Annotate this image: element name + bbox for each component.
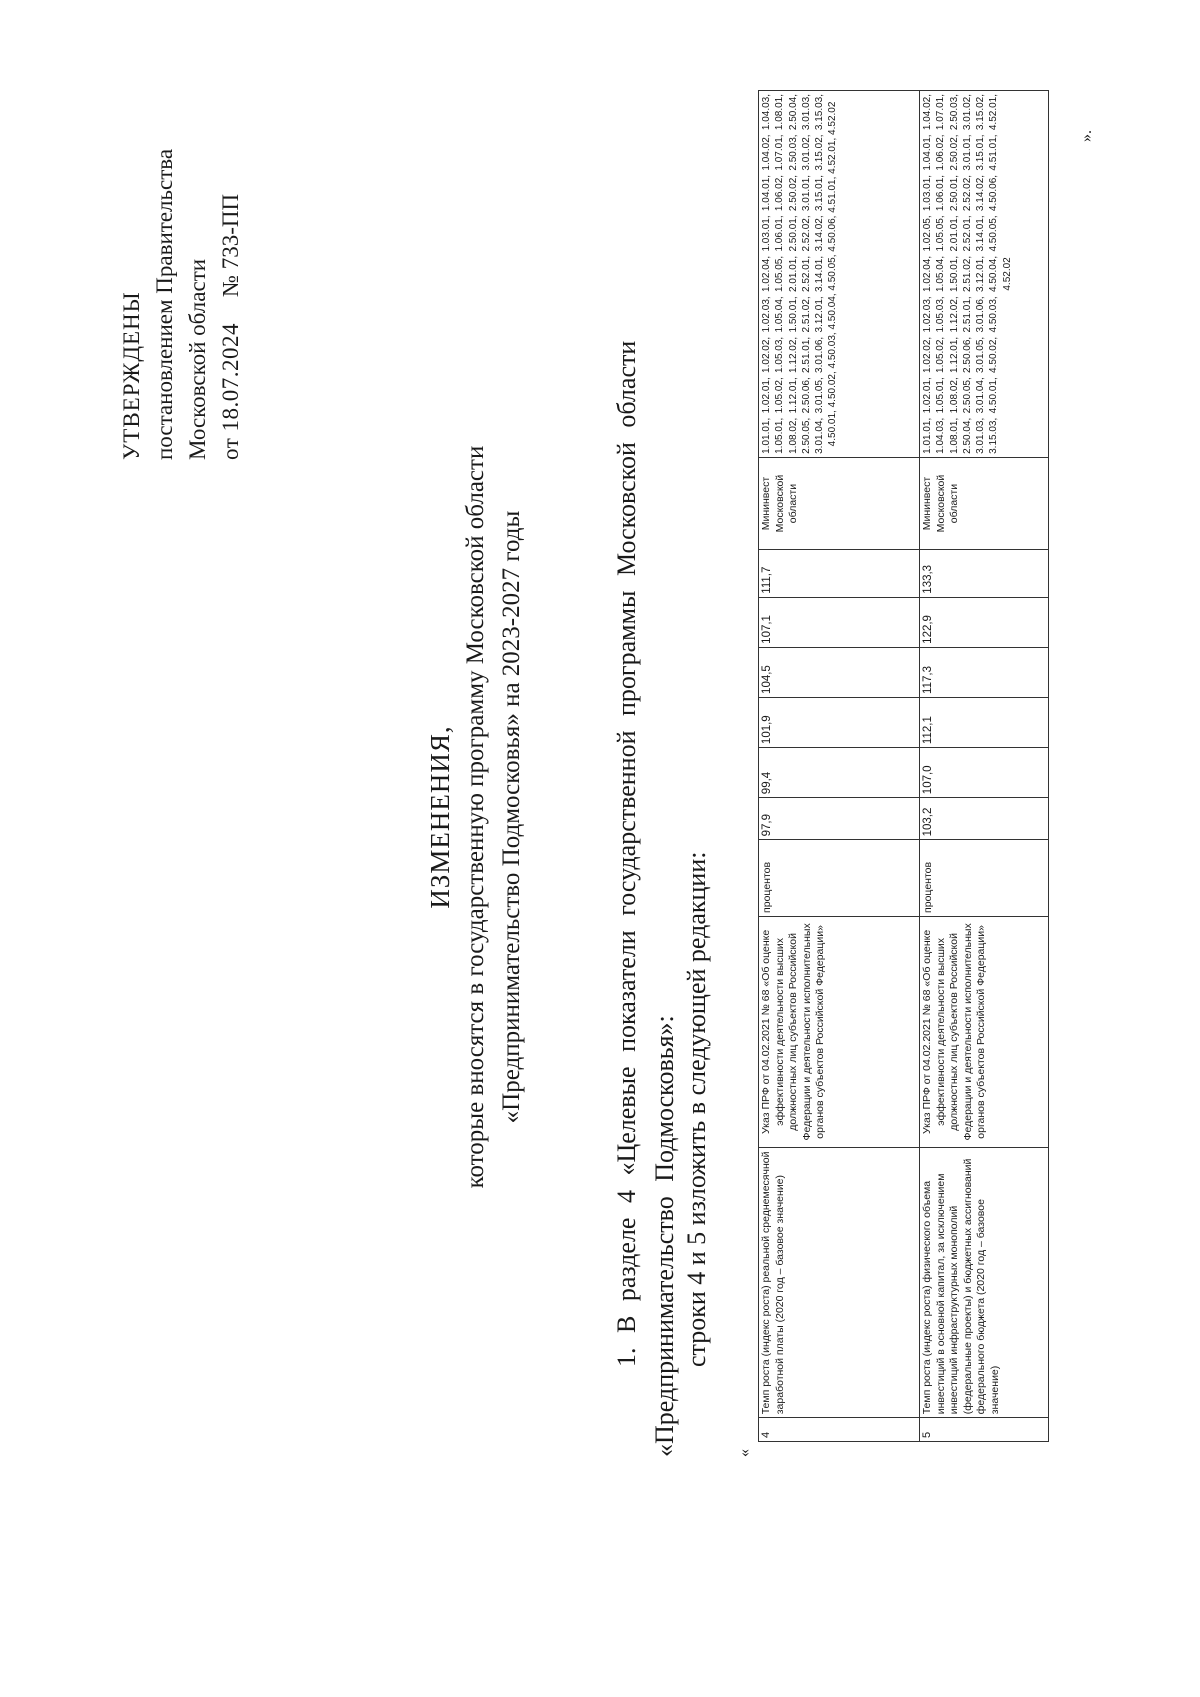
unit-of-measure: процентов	[920, 840, 1049, 917]
amendment-instruction: строки 4 и 5 изложить в следующей редакции:	[682, 851, 711, 1367]
approved-region-line: Московской области	[185, 258, 210, 460]
indicator-name: Темп роста (индекс роста) реальной среднемесячной заработной платы (2020 год – базовое значение)	[759, 1147, 920, 1417]
value-cell: 104,5	[759, 647, 920, 697]
table-row	[920, 91, 1049, 1442]
amendment-paragraph-text: 1. В разделе 4 «Целевые показатели государственной программы Московской области «Предпринимательство Подмосковья»:	[612, 340, 679, 1457]
opening-quote-mark: «	[736, 1449, 753, 1457]
value-cell: 107,1	[759, 597, 920, 647]
responsible-body: Мининвест Московской области	[920, 457, 1049, 549]
value-cell: 99,4	[759, 748, 920, 798]
row-number: 5	[920, 1418, 1049, 1442]
value-cell: 133,3	[920, 550, 1049, 597]
approved-date-line	[214, 149, 247, 460]
value-cell: 103,2	[920, 798, 1049, 840]
value-cell: 112,1	[920, 697, 1049, 747]
subtitle-line-2: «Предпринимательство Подмосковья» на 2023-2027 годы	[498, 510, 525, 1124]
unit-of-measure: процентов	[759, 840, 920, 917]
indicator-basis: Указ ПРФ от 04.02.2021 № 68 «Об оценке эффективности деятельности высших должностных лиц субъектов Российской Федерации и деятельности исполнительных органов субъектов Российской Федерации»	[759, 916, 920, 1147]
approval-block	[115, 149, 247, 460]
amendment-paragraph	[608, 107, 684, 1457]
row-number: 4	[759, 1418, 920, 1442]
responsible-body: Мининвест Московской области	[759, 457, 920, 549]
document-subtitle	[458, 267, 530, 1367]
value-cell: 101,9	[759, 697, 920, 747]
indicator-basis: Указ ПРФ от 04.02.2021 № 68 «Об оценке эффективности деятельности высших должностных лиц субъектов Российской Федерации и деятельности исполнительных органов субъектов Российской Федерации»	[920, 916, 1049, 1147]
value-cell: 111,7	[759, 550, 920, 597]
subtitle-line-1: которые вносятся в государственную программу Московской области	[462, 445, 489, 1189]
activity-codes: 1.01.01, 1.02.01, 1.02.02, 1.02.03, 1.02.04, 1.03.01, 1.04.01, 1.04.02, 1.04.03, 1.05.01, 1.05.02, 1.05.03, 1.05.04, 1.05.05, 1.06.01, 1.06.02, 1.07.01, 1.08.01, 1.08.02, 1.12.01, 1.12.02, 1.50.01, 2.01.01, 2.50.01, 2.50.02, 2.50.03, 2.50.04, 2.50.05, 2.50.06, 2.51.01, 2.51.02, 2.52.01, 2.52.02, 3.01.01, 3.01.02, 3.01.03, 3.01.04, 3.01.05, 3.01.06, 3.12.01, 3.14.01, 3.14.02, 3.15.01, 3.15.02, 3.15.03, 4.50.01, 4.50.02, 4.50.03, 4.50.04, 4.50.05, 4.50.06, 4.51.01, 4.52.01, 4.52.02	[759, 91, 920, 458]
value-cell: 107,0	[920, 748, 1049, 798]
approved-by-line: постановлением Правительства	[152, 148, 177, 460]
approved-heading: УТВЕРЖДЕНЫ	[119, 291, 144, 460]
closing-quote-mark: ».	[1078, 130, 1095, 142]
value-cell: 117,3	[920, 647, 1049, 697]
activity-codes: 1.01.01, 1.02.01, 1.02.02, 1.02.03, 1.02.04, 1.02.05, 1.03.01, 1.04.01, 1.04.02, 1.04.03, 1.05.01, 1.05.02, 1.05.03, 1.05.04, 1.05.05, 1.06.01, 1.06.02, 1.07.01, 1.08.01, 1.08.02, 1.12.01, 1.12.02, 1.50.01, 2.01.01, 2.50.01, 2.50.02, 2.50.03, 2.50.04, 2.50.05, 2.50.06, 2.51.01, 2.51.02, 2.52.01, 2.52.02, 3.01.01, 3.01.02, 3.01.03, 3.01.04, 3.01.05, 3.01.06, 3.12.01, 3.14.01, 3.14.02, 3.15.01, 3.15.02, 3.15.03, 4.50.01, 4.50.02, 4.50.03, 4.50.04, 4.50.05, 4.50.06, 4.51.01, 4.52.01, 4.52.02	[920, 91, 1049, 458]
approved-number: № 733-ПП	[218, 193, 243, 297]
document-title: ИЗМЕНЕНИЯ,	[425, 725, 455, 909]
table-row	[759, 91, 920, 1442]
value-cell: 97,9	[759, 798, 920, 840]
indicator-name: Темп роста (индекс роста) физического объема инвестиций в основной капитал, за исключением инвестиций инфраструктурных монополий (федеральные проекты) и бюджетных ассигнований федерального бюджета (2020 год – базовое значение)	[920, 1147, 1049, 1417]
value-cell: 122,9	[920, 597, 1049, 647]
approved-date: от 18.07.2024	[218, 323, 243, 460]
indicators-table	[758, 90, 1049, 1442]
